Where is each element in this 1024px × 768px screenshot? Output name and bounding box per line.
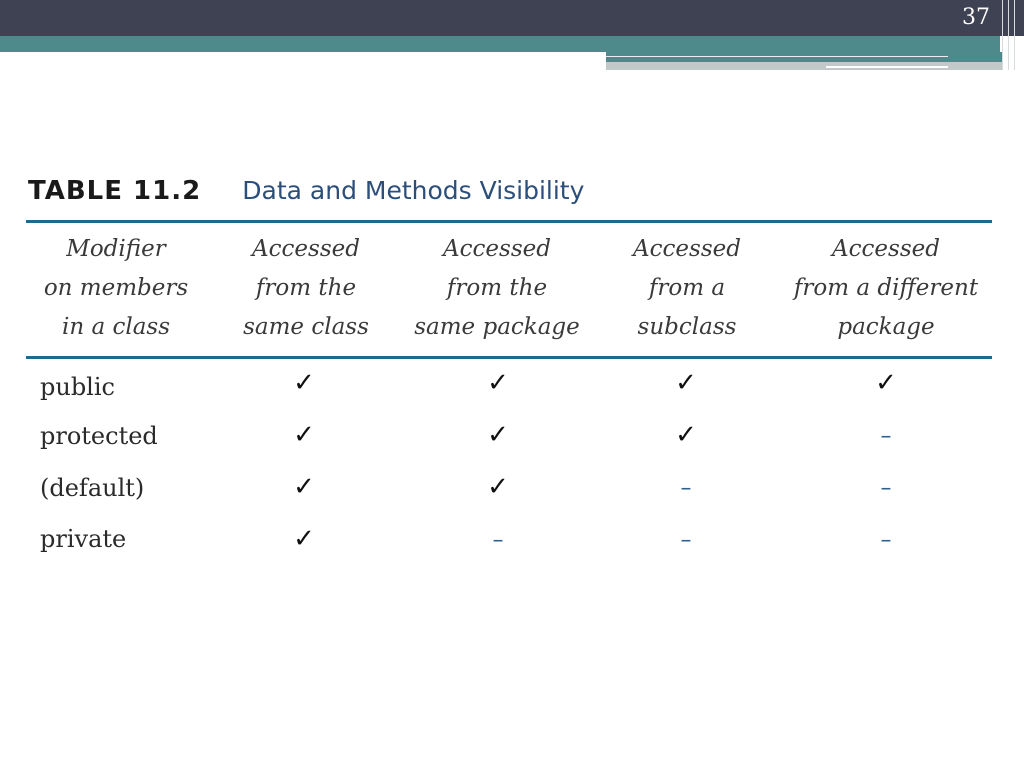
- table-title: [28, 176, 584, 206]
- dash-icon: –: [880, 476, 892, 501]
- check-icon: ✓: [487, 368, 509, 398]
- header-divider: [1002, 0, 1003, 70]
- header-modifier: [38, 230, 194, 347]
- header-line: subclass: [637, 314, 737, 340]
- check-icon: ✓: [675, 420, 697, 450]
- row-label-protected: protected: [40, 422, 158, 450]
- header-line: from a different: [793, 275, 979, 301]
- check-icon: ✓: [675, 368, 697, 398]
- header-line: Modifier: [66, 236, 166, 262]
- dash-icon: –: [880, 528, 892, 553]
- header-line: Accessed: [832, 236, 940, 262]
- dash-icon: –: [680, 476, 692, 501]
- page-number: 37: [962, 5, 990, 30]
- header-line: package: [837, 314, 935, 340]
- check-icon: ✓: [293, 524, 315, 554]
- slide-header-bar: [0, 0, 1024, 36]
- check-icon: ✓: [487, 420, 509, 450]
- header-line: from the: [255, 275, 357, 301]
- check-icon: ✓: [293, 420, 315, 450]
- slide-header-accent: [0, 36, 1000, 52]
- table-caption: Data and Methods Visibility: [242, 176, 585, 205]
- row-label-public: public: [40, 373, 115, 401]
- row-label-default: (default): [40, 474, 145, 502]
- table-header-rule: [26, 356, 992, 359]
- table-top-rule: [26, 220, 992, 223]
- slide-header-white-rule: [826, 66, 948, 68]
- header-subclass: [616, 230, 758, 347]
- check-icon: ✓: [293, 368, 315, 398]
- dash-icon: –: [880, 424, 892, 449]
- header-different-package: [780, 230, 992, 347]
- header-line: from the: [446, 275, 548, 301]
- dash-icon: –: [680, 528, 692, 553]
- header-line: Accessed: [443, 236, 551, 262]
- header-line: from a: [648, 275, 726, 301]
- slide-header-accent-right: [606, 52, 1002, 62]
- header-line: same package: [414, 314, 580, 340]
- slide-header-thin-line: [606, 56, 948, 57]
- header-divider: [1008, 0, 1009, 70]
- row-label-private: private: [40, 525, 127, 553]
- header-line: Accessed: [633, 236, 741, 262]
- header-line: in a class: [61, 314, 171, 340]
- header-line: same class: [243, 314, 369, 340]
- header-same-package: [406, 230, 588, 347]
- header-divider: [1014, 0, 1015, 70]
- dash-icon: –: [492, 528, 504, 553]
- header-line: on members: [43, 275, 189, 301]
- check-icon: ✓: [293, 472, 315, 502]
- header-line: Accessed: [252, 236, 360, 262]
- check-icon: ✓: [487, 472, 509, 502]
- table-label: TABLE 11.2: [28, 176, 202, 206]
- check-icon: ✓: [875, 368, 897, 398]
- header-same-class: [226, 230, 386, 347]
